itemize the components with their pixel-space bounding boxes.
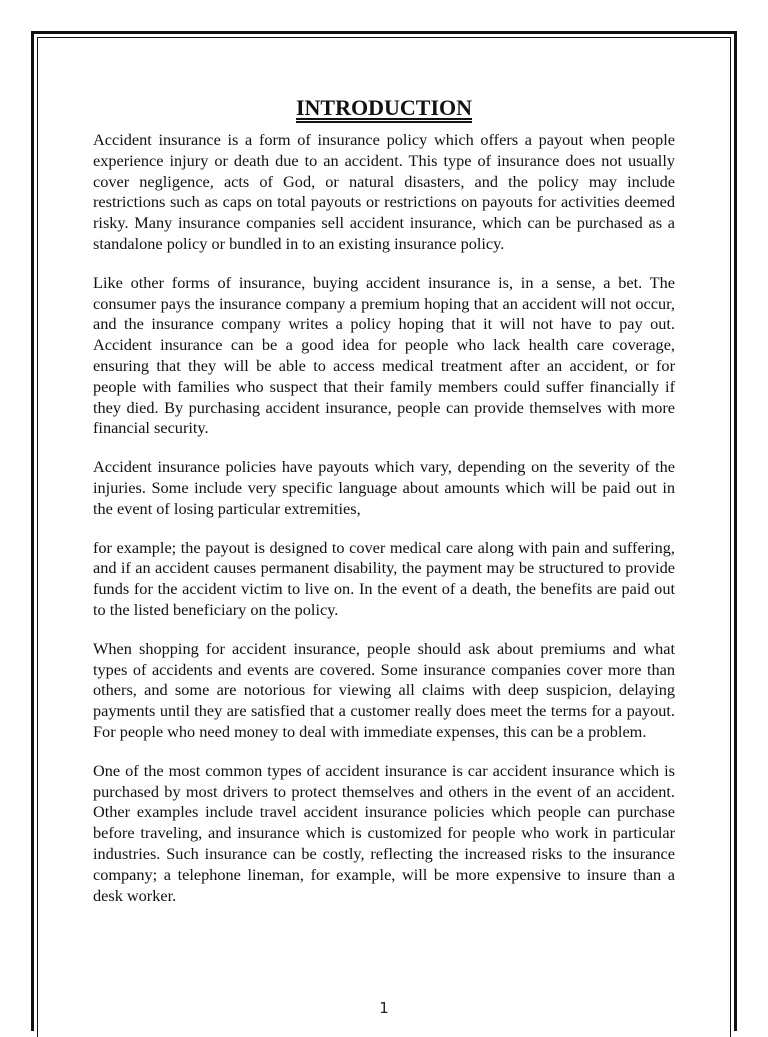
paragraph-5: When shopping for accident insurance, people should ask about premiums and what types of accidents and events are covered. Some insurance companies cover more than others, and some are notorious for viewing all claims with deep suspicion, delaying payments until they are satisfied that a customer really does meet the terms for a payout. For people who need money to deal with immediate expenses, this can be a problem. (93, 638, 675, 741)
paragraph-6: One of the most common types of accident insurance is car accident insurance which is purchased by most drivers to protect themselves and others in the event of an accident. Other examples include travel accident insurance policies which people can purchase before traveling, and insurance which is customized for people who work in particular industries. Such insurance can be costly, reflecting the increased risks to the insurance company; a telephone lineman, for example, will be more expensive to insure than a desk worker. (93, 760, 675, 905)
paragraph-1: Accident insurance is a form of insurance policy which offers a payout when people experience injury or death due to an accident. This type of insurance does not usually cover negligence, acts of God, or natural disasters, and the policy may include restrictions such as caps on total payouts or restrictions on payouts for activities deemed risky. Many insurance companies sell accident insurance, which can be purchased as a standalone policy or bundled in to an existing insurance policy. (93, 130, 675, 253)
paragraph-2: Like other forms of insurance, buying accident insurance is, in a sense, a bet. The consumer pays the insurance company a premium hoping that an accident will not occur, and the insurance company writes a policy hoping that it will not have to pay out. Accident insurance can be a good idea for people who lack health care coverage, ensuring that they will be able to access medical treatment after an accident, or for people with families who suspect that their family members could suffer financially if they died. By purchasing accident insurance, people can provide themselves with more financial security. (93, 272, 675, 438)
page-number: 1 (379, 999, 389, 1017)
document-body (93, 92, 675, 924)
paragraph-3: Accident insurance policies have payouts which vary, depending on the severity of the injuries. Some include very specific language about amounts which will be paid out in the event of losing particular extremities, (93, 457, 675, 518)
page-title: INTRODUCTION (295, 95, 473, 120)
paragraph-4: for example; the payout is designed to cover medical care along with pain and suffering, and if an accident causes permanent disability, the payment may be structured to provide funds for the accident victim to live on. In the event of a death, the benefits are paid out to the listed beneficiary on the policy. (93, 537, 675, 619)
